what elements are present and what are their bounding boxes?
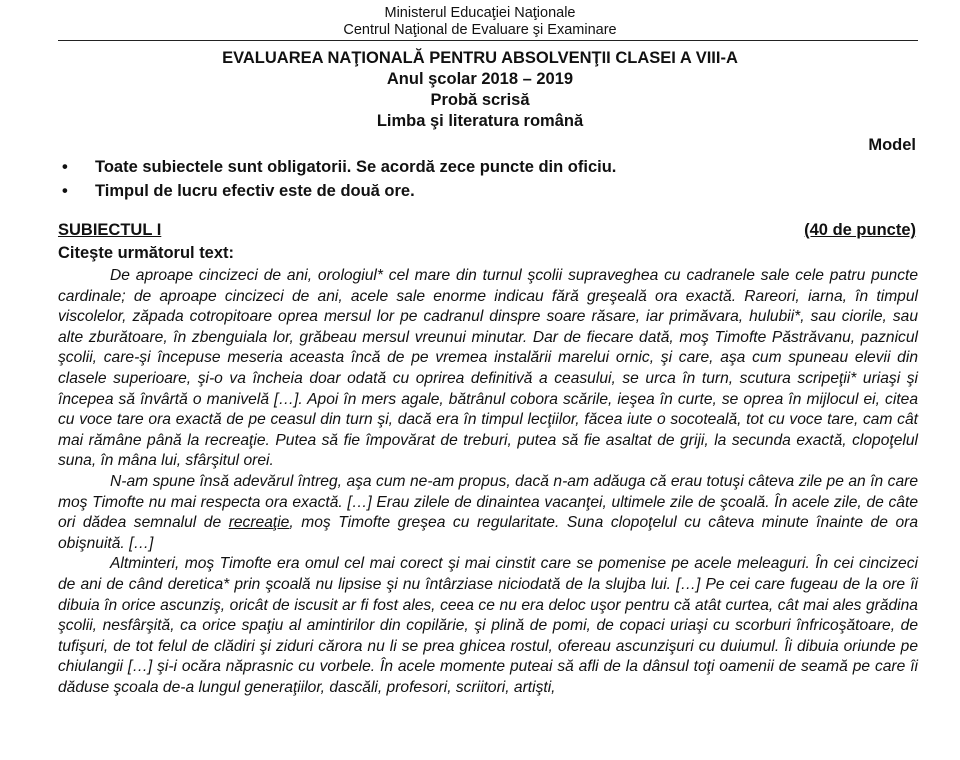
instruction-bullet <box>62 182 415 201</box>
instruction-bullet <box>62 158 616 177</box>
exam-title: EVALUAREA NAŢIONALĂ PENTRU ABSOLVENŢII CLASEI A VIII-A <box>222 49 738 67</box>
reading-instruction: Citeşte următorul text: <box>58 244 235 262</box>
school-year: Anul şcolar 2018 – 2019 <box>386 70 574 88</box>
text-fragment: , moş Timofte greşea cu regularitate. Suna clopoţelul cu câteva minute înainte de ora obişnuită. […] <box>58 514 918 552</box>
bullet-icon: • <box>62 182 68 200</box>
bullet-icon: • <box>62 158 68 176</box>
bullet-text: Toate subiectele sunt obligatorii. Se acordă zece puncte din oficiu. <box>95 158 617 176</box>
text-paragraph: De aproape cincizeci de ani, orologiul* cel mare din turnul şcolii supraveghea cu cadranele sale cele patru puncte cardinale; de aproape cincizeci de ani, acele sale enorme indicau fără greşeală ora exactă. Rareori, iarna, în timpul viscolelor, zăpada cotropitoare oprea mersul lor pe cadranul dinspre soare răsare, iar primăvara, hulubii*, sau ciorile, sau alte zburătoare, în zbenguiala lor, grăbeau mersul vreunui minutar. Dar de fiecare dată, moş Timofte Păstrăvanu, paznicul şcolii, care-şi începuse meseria aceasta încă de pe vremea instalării marelui ornic, şi care, aşa cum spuneau elevii din clasele superioare, şi-o va încheia doar odată cu oprirea definitivă a ceasului, se urca în turn, scutura scripeţii* uriaşi şi începea să învârtă o manivelă […]. Apoi în mers agale, bătrânul cobora scările, ieşea în curte, se oprea în mijlocul ei, citea cu voce tare ora exactă de pe ceasul din turn şi, dacă era în timpul lecţiilor, făcea iute o socoteală, tot cu voce tare, cam cât mai rămâne până la recreaţie. Putea să fie împovărat de treburi, putea să fie asaltat de griji, la secunda exactă, clopoţelul suna, în mâna lui, sfârşitul orei. <box>58 267 918 470</box>
center-name: Centrul Naţional de Evaluare şi Examinare <box>343 22 617 38</box>
exam-type: Probă scrisă <box>430 91 530 109</box>
underlined-word: recreaţie <box>228 514 290 532</box>
reading-text <box>58 266 918 698</box>
header-divider <box>58 40 918 41</box>
text-fragment: N-am spune însă adevărul întreg, aşa cum ne-am propus, dacă n-am adăuga că erau totuşi câteva zile pe an în care moş Timofte nu mai respecta ora exactă. […] Erau zilele de dinaintea vacanţei, ultimele zile de şcoală. În acele zile, de câte ori dădea semnalul de <box>58 472 918 532</box>
exam-subject: Limba şi literatura română <box>376 112 584 130</box>
text-paragraph <box>58 472 918 554</box>
text-paragraph: Altminteri, moş Timofte era omul cel mai corect şi mai cinstit care se pomenise pe acele meleaguri. În cei cincizeci de ani de când deretica* prin şcoală nu lipsise şi nu întârziase niciodată de la slujba lui. […] Pe cei care fugeau de la ore îi dibuia în orice ascunziş, oricât de iscusit ar fi fost ales, ceea ce nu era deloc uşor pentru că atât curtea, cât mai ales grădina şcolii, nesfârşită, ca orice spaţiu al amintirilor din copilărie, şi plină de pomi, de copaci uriaşi cu scorburi înfricoşătoare, de tufişuri, de tot felul de clădiri şi ziduri cărora nu li se prea ghicea rostul, ofereau ascunzişuri cu duiumul. Îi dibuia oriunde pe chiulangii […] şi-i ocăra năprasnic cu vorbele. În acele momente puteai să afli de la dânsul toţi oamenii de seamă pe care îi dăduse şcoala de-a lungul generaţiilor, dascăli, profesori, scriitori, artişti, <box>58 555 918 696</box>
section-points: (40 de puncte) <box>804 221 916 239</box>
section-heading: SUBIECTUL I <box>58 221 162 239</box>
ministry-name: Ministerul Educaţiei Naţionale <box>384 5 576 21</box>
model-label: Model <box>868 136 916 154</box>
bullet-text: Timpul de lucru efectiv este de două ore. <box>95 182 415 200</box>
